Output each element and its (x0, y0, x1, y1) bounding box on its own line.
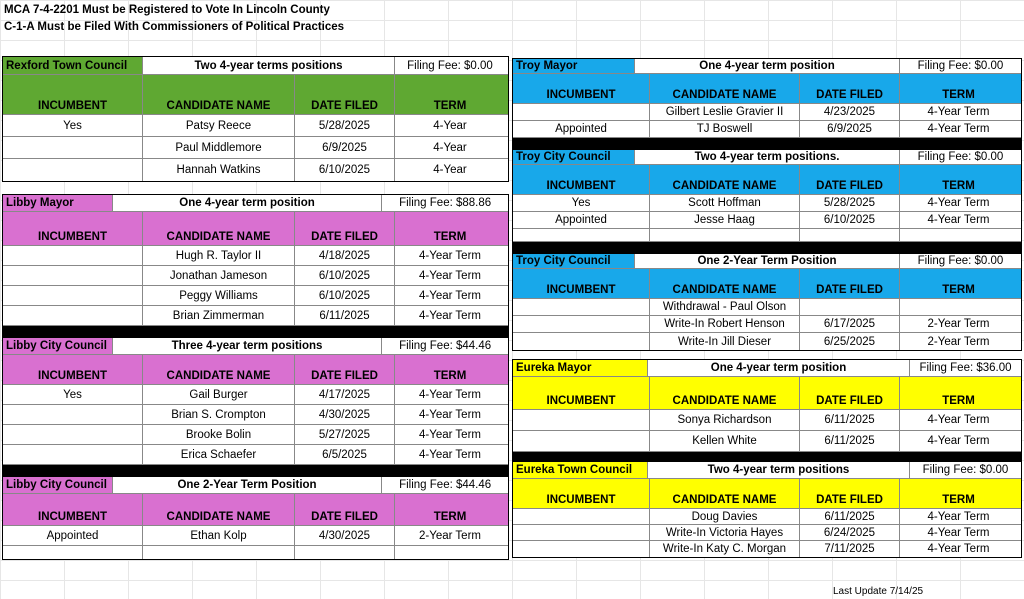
date-filed-cell: 6/9/2025 (800, 121, 900, 137)
candidate-name-cell: Peggy Williams (143, 286, 295, 305)
incumbent-header: INCUMBENT (513, 377, 650, 409)
candidate-name-header: CANDIDATE NAME (143, 212, 295, 245)
filing-fee: Filing Fee: $44.46 (382, 477, 508, 493)
section-title: Troy City Council (513, 254, 635, 268)
section-divider (513, 242, 1021, 254)
column-header-row (513, 479, 1021, 509)
term-cell: 4-Year Term (927, 197, 990, 209)
date-filed-header: DATE FILED (800, 377, 900, 409)
filing-fee: Filing Fee: $0.00 (900, 59, 1021, 73)
date-filed-cell: 6/10/2025 (295, 159, 395, 181)
incumbent-header: INCUMBENT (3, 355, 143, 384)
candidate-name-header: CANDIDATE NAME (650, 165, 800, 194)
term-cell: 4-Year (433, 119, 467, 132)
table-row (513, 104, 1021, 121)
incumbent-cell (513, 410, 650, 430)
column-header-row (513, 377, 1021, 410)
column-header-row (513, 269, 1021, 299)
section-positions: One 4-year term position (635, 59, 900, 73)
right-column-troy (512, 58, 1022, 351)
section-title-row (3, 195, 508, 212)
term-cell: 4-Year (433, 164, 467, 176)
right-column-eureka (512, 359, 1022, 558)
term-cell: 4-Year Term (927, 543, 990, 555)
incumbent-cell (513, 431, 650, 451)
section-title-row (513, 360, 1021, 377)
candidate-name-cell: Write-In Robert Henson (650, 316, 800, 332)
section-title-row (513, 462, 1021, 479)
incumbent-cell: Yes (3, 115, 143, 136)
incumbent-header: INCUMBENT (3, 212, 143, 245)
section-title: Eureka Town Council (513, 462, 648, 478)
section-positions: One 4-year term position (648, 360, 910, 376)
section-title: Troy City Council (513, 150, 635, 164)
empty-cell (900, 229, 1017, 241)
candidate-name-cell: Jesse Haag (650, 212, 800, 228)
date-filed-cell: 4/23/2025 (800, 104, 900, 120)
incumbent-cell (3, 445, 143, 464)
table-row (513, 431, 1021, 452)
filing-fee: Filing Fee: $0.00 (900, 254, 1021, 268)
incumbent-header: INCUMBENT (3, 75, 143, 114)
incumbent-cell (513, 333, 650, 350)
term-cell: 4-Year Term (927, 435, 990, 447)
term-cell: 4-Year Term (418, 269, 481, 282)
incumbent-cell (513, 299, 650, 315)
date-filed-cell: 7/11/2025 (800, 541, 900, 557)
column-header-row (513, 74, 1021, 104)
term-header: TERM (433, 100, 467, 112)
term-header: TERM (433, 231, 467, 243)
table-row (513, 333, 1021, 350)
table-row (513, 541, 1021, 557)
term-cell: 4-Year Term (418, 249, 481, 262)
candidate-name-cell: TJ Boswell (650, 121, 800, 137)
table-row (3, 445, 508, 465)
candidate-name-cell: Kellen White (650, 431, 800, 451)
filing-fee: Filing Fee: $0.00 (900, 150, 1021, 164)
candidate-name-cell: Patsy Reece (143, 115, 295, 136)
term-cell: 2-Year Term (927, 318, 990, 330)
empty-row (3, 546, 508, 559)
candidate-name-cell: Sonya Richardson (650, 410, 800, 430)
date-filed-cell (800, 299, 900, 315)
table-row (3, 159, 508, 181)
empty-row (513, 229, 1021, 242)
date-filed-cell: 4/30/2025 (295, 405, 395, 424)
candidate-name-header: CANDIDATE NAME (650, 74, 800, 103)
table-row (513, 195, 1021, 212)
table-row (3, 266, 508, 286)
term-cell (900, 299, 1017, 315)
candidate-name-cell: Brian Zimmerman (143, 306, 295, 325)
section-title: Libby Mayor (3, 195, 113, 211)
candidate-name-cell: Ethan Kolp (143, 526, 295, 545)
section-divider (513, 452, 1021, 462)
section-positions: Three 4-year term positions (113, 338, 382, 354)
date-filed-cell: 6/11/2025 (800, 509, 900, 524)
section-positions: Two 4-year term positions. (635, 150, 900, 164)
incumbent-cell (513, 104, 650, 120)
section-divider (3, 465, 508, 477)
table-row (513, 212, 1021, 229)
term-cell: 4-Year Term (927, 214, 990, 226)
incumbent-cell (513, 509, 650, 524)
empty-cell (650, 229, 800, 241)
column-header-row (3, 212, 508, 246)
incumbent-header: INCUMBENT (513, 479, 650, 508)
empty-cell (513, 229, 650, 241)
empty-cell (800, 229, 900, 241)
candidate-name-cell: Gail Burger (143, 385, 295, 404)
section-positions: One 2-Year Term Position (635, 254, 900, 268)
date-filed-header: DATE FILED (295, 494, 395, 525)
date-filed-cell: 5/28/2025 (800, 195, 900, 211)
term-cell: 4-Year Term (418, 289, 481, 302)
incumbent-cell (3, 425, 143, 444)
term-header: TERM (942, 494, 975, 506)
candidate-name-cell: Jonathan Jameson (143, 266, 295, 285)
empty-cell (3, 546, 143, 559)
column-header-row (3, 494, 508, 526)
table-row (513, 509, 1021, 525)
date-filed-header: DATE FILED (800, 269, 900, 298)
term-cell: 2-Year Term (418, 529, 481, 542)
date-filed-cell: 4/17/2025 (295, 385, 395, 404)
section-title: Rexford Town Council (3, 57, 143, 74)
empty-cell (395, 546, 505, 559)
table-row (3, 306, 508, 326)
term-cell: 4-Year Term (927, 526, 990, 539)
incumbent-cell (513, 525, 650, 540)
date-filed-cell: 6/11/2025 (800, 410, 900, 430)
candidate-name-header: CANDIDATE NAME (650, 479, 800, 508)
term-cell: 4-Year Term (418, 309, 481, 322)
section-title: Eureka Mayor (513, 360, 648, 376)
term-cell: 2-Year Term (927, 335, 990, 348)
filing-fee: Filing Fee: $88.86 (382, 195, 508, 211)
incumbent-cell (3, 159, 143, 181)
section-title: Libby City Council (3, 338, 113, 354)
candidate-name-cell: Brooke Bolin (143, 425, 295, 444)
date-filed-cell: 6/10/2025 (295, 266, 395, 285)
empty-cell (143, 546, 295, 559)
term-header: TERM (433, 511, 467, 523)
section-divider (513, 138, 1021, 150)
table-row (513, 525, 1021, 541)
left-column-libby (2, 194, 509, 560)
date-filed-cell: 6/17/2025 (800, 316, 900, 332)
term-cell: 4-Year Term (418, 408, 481, 421)
section-positions: One 2-Year Term Position (113, 477, 382, 493)
incumbent-cell (3, 266, 143, 285)
candidate-name-cell: Withdrawal - Paul Olson (650, 299, 800, 315)
left-column (2, 56, 509, 182)
term-cell: 4-Year Term (418, 428, 481, 441)
incumbent-header: INCUMBENT (513, 269, 650, 298)
candidate-name-cell: Write-In Katy C. Morgan (650, 541, 800, 557)
candidate-name-header: CANDIDATE NAME (650, 269, 800, 298)
term-header: TERM (942, 89, 975, 101)
term-cell: 4-Year Term (418, 448, 481, 461)
column-header-row (3, 355, 508, 385)
incumbent-cell (3, 137, 143, 158)
term-header: TERM (942, 180, 975, 192)
date-filed-cell: 4/18/2025 (295, 246, 395, 265)
term-cell: 4-Year Term (927, 414, 990, 426)
candidate-name-header: CANDIDATE NAME (143, 355, 295, 384)
column-header-row (513, 165, 1021, 195)
filing-fee: Filing Fee: $0.00 (910, 462, 1021, 478)
incumbent-cell: Appointed (513, 212, 650, 228)
date-filed-cell: 6/25/2025 (800, 333, 900, 350)
candidate-name-cell: Write-In Jill Dieser (650, 333, 800, 350)
section-positions: One 4-year term position (113, 195, 382, 211)
candidate-name-cell: Write-In Victoria Hayes (650, 525, 800, 540)
table-row (513, 299, 1021, 316)
date-filed-cell: 6/11/2025 (295, 306, 395, 325)
date-filed-cell: 5/28/2025 (295, 115, 395, 136)
table-row (3, 286, 508, 306)
date-filed-cell: 6/9/2025 (295, 137, 395, 158)
candidate-name-cell: Scott Hoffman (650, 195, 800, 211)
last-update: Last Update 7/14/25 (833, 586, 924, 597)
incumbent-cell (513, 541, 650, 557)
section-title-row (3, 57, 508, 75)
section-title-row (513, 59, 1021, 74)
date-filed-cell: 6/10/2025 (295, 286, 395, 305)
header-line-2: C-1-A Must be Filed With Commissioners of Political Practices (4, 21, 345, 33)
filing-fee: Filing Fee: $0.00 (395, 57, 505, 74)
date-filed-header: DATE FILED (295, 212, 395, 245)
date-filed-cell: 6/11/2025 (800, 431, 900, 451)
incumbent-header: INCUMBENT (513, 165, 650, 194)
date-filed-header: DATE FILED (295, 355, 395, 384)
table-row (3, 115, 508, 137)
filing-fee: Filing Fee: $44.46 (382, 338, 508, 354)
table-row (513, 121, 1021, 138)
term-cell: 4-Year Term (927, 123, 990, 135)
candidate-name-cell: Hannah Watkins (143, 159, 295, 181)
incumbent-cell (3, 246, 143, 265)
table-row (3, 137, 508, 159)
term-cell: 4-Year Term (418, 388, 481, 401)
candidate-name-header: CANDIDATE NAME (143, 494, 295, 525)
section-title: Libby City Council (3, 477, 113, 493)
incumbent-cell (3, 405, 143, 424)
candidate-name-header: CANDIDATE NAME (650, 377, 800, 409)
term-cell: 4-Year Term (927, 106, 990, 118)
section-title-row (513, 150, 1021, 165)
table-row (3, 405, 508, 425)
incumbent-cell: Appointed (513, 121, 650, 137)
column-header-row (3, 75, 508, 115)
section-positions: Two 4-year terms positions (143, 57, 395, 74)
term-cell: 4-Year Term (927, 510, 990, 523)
section-title-row (3, 338, 508, 355)
date-filed-header: DATE FILED (800, 74, 900, 103)
header-line-1: MCA 7-4-2201 Must be Registered to Vote In Lincoln County (4, 4, 330, 16)
candidate-name-cell: Gilbert Leslie Gravier II (650, 104, 800, 120)
table-row (3, 385, 508, 405)
date-filed-header: DATE FILED (800, 479, 900, 508)
date-filed-cell: 6/10/2025 (800, 212, 900, 228)
term-header: TERM (942, 395, 975, 407)
incumbent-cell: Appointed (3, 526, 143, 545)
date-filed-header: DATE FILED (800, 165, 900, 194)
incumbent-cell: Yes (513, 195, 650, 211)
incumbent-header: INCUMBENT (513, 74, 650, 103)
date-filed-header: DATE FILED (295, 75, 395, 114)
candidate-name-cell: Doug Davies (650, 509, 800, 524)
section-positions: Two 4-year term positions (648, 462, 910, 478)
candidate-name-cell: Erica Schaefer (143, 445, 295, 464)
section-title-row (513, 254, 1021, 269)
section-title: Troy Mayor (513, 59, 635, 73)
table-row (3, 425, 508, 445)
table-row (513, 316, 1021, 333)
table-row (3, 246, 508, 266)
filing-fee: Filing Fee: $36.00 (910, 360, 1021, 376)
candidate-name-header: CANDIDATE NAME (143, 75, 295, 114)
term-header: TERM (433, 370, 467, 382)
incumbent-header: INCUMBENT (3, 494, 143, 525)
candidate-name-cell: Paul Middlemore (143, 137, 295, 158)
date-filed-cell: 5/27/2025 (295, 425, 395, 444)
date-filed-cell: 6/24/2025 (800, 525, 900, 540)
incumbent-cell (3, 286, 143, 305)
section-divider (3, 326, 508, 338)
date-filed-cell: 6/5/2025 (295, 445, 395, 464)
incumbent-cell (3, 306, 143, 325)
candidate-name-cell: Hugh R. Taylor II (143, 246, 295, 265)
section-title-row (3, 477, 508, 494)
term-cell: 4-Year (433, 141, 467, 154)
candidate-name-cell: Brian S. Crompton (143, 405, 295, 424)
empty-cell (295, 546, 395, 559)
term-header: TERM (942, 284, 975, 296)
incumbent-cell (513, 316, 650, 332)
table-row (513, 410, 1021, 431)
date-filed-cell: 4/30/2025 (295, 526, 395, 545)
incumbent-cell: Yes (3, 385, 143, 404)
table-row (3, 526, 508, 546)
